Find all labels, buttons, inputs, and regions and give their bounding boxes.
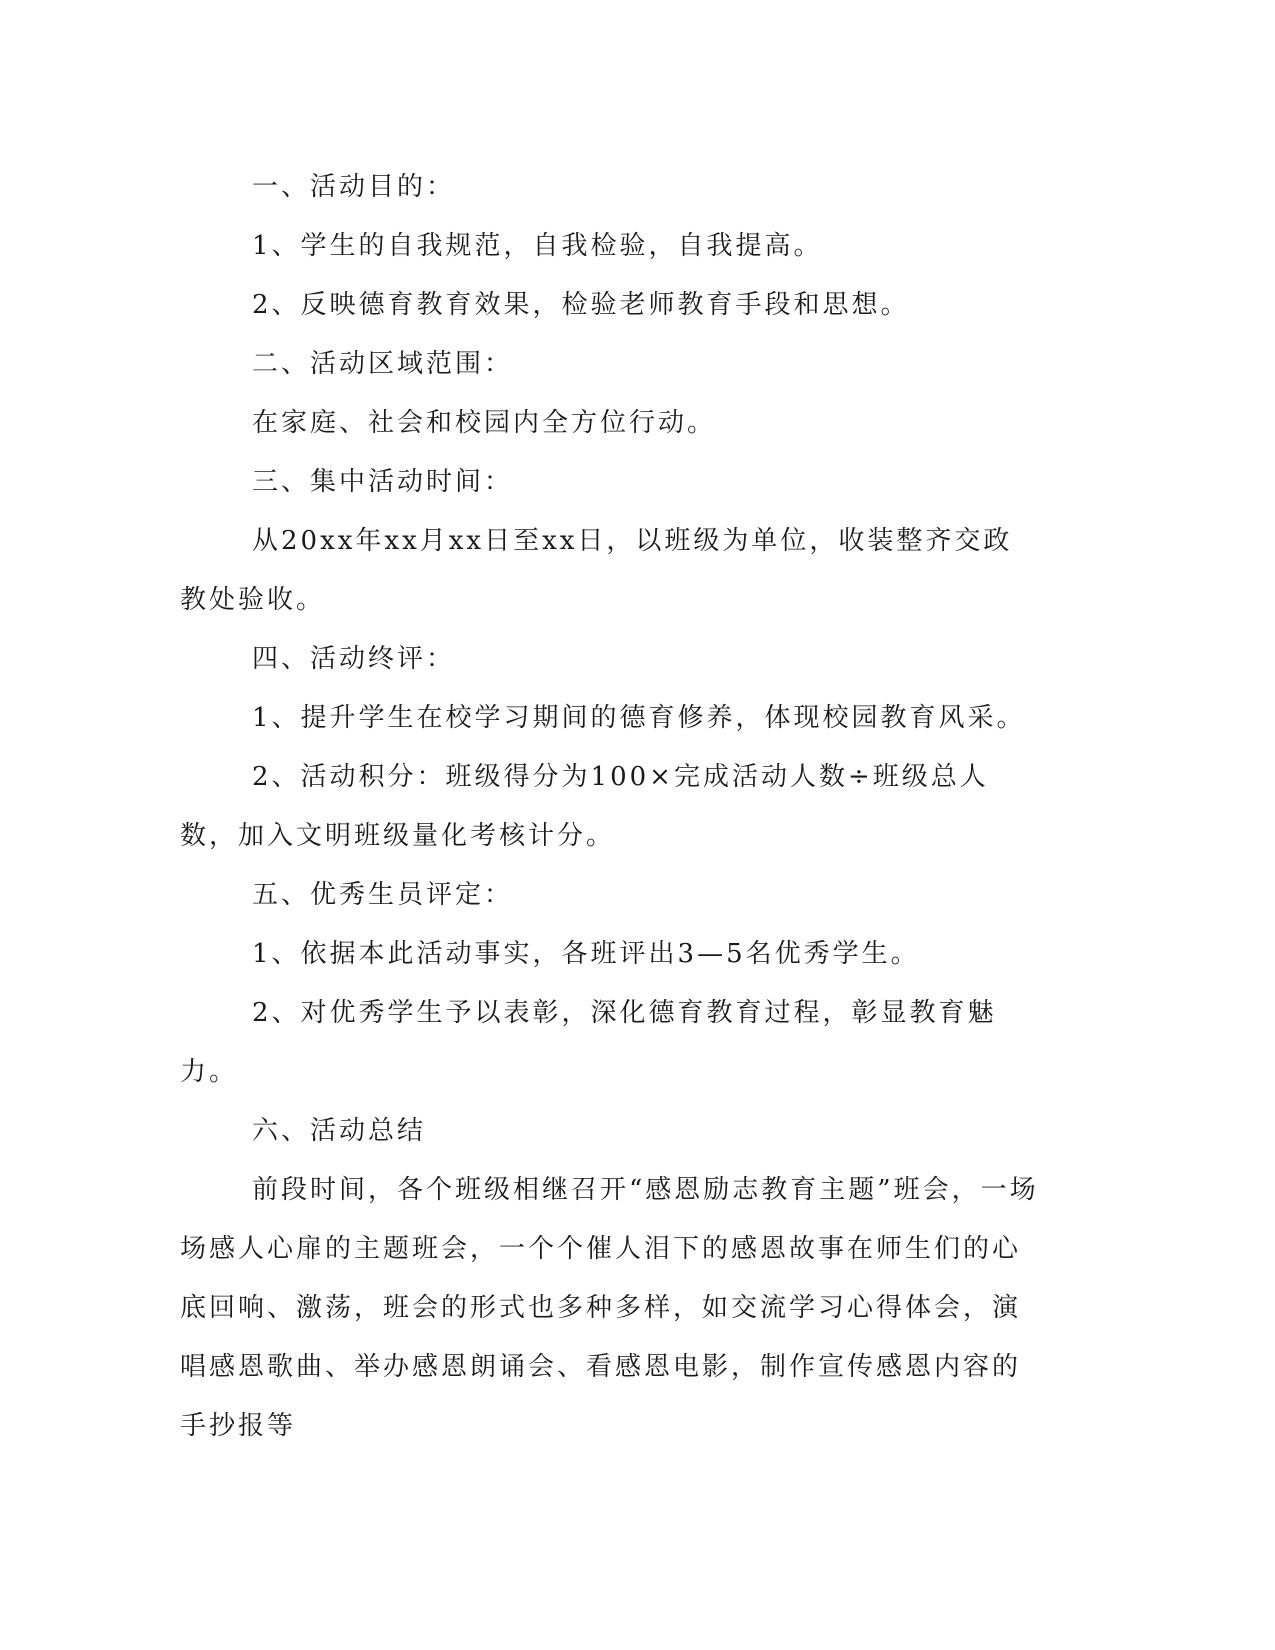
evaluation-item-2: 2、活动积分：班级得分为100×完成活动人数÷班级总人数，加入文明班级量化考核计分。 — [180, 762, 989, 851]
section-heading-purpose: 一、活动目的： — [252, 172, 456, 202]
section-heading-evaluation: 四、活动终评： — [252, 644, 456, 674]
purpose-item-1: 1、学生的自我规范，自我检验，自我提高。 — [252, 231, 823, 261]
scope-text: 在家庭、社会和校园内全方位行动。 — [252, 408, 717, 438]
section-heading-time: 三、集中活动时间： — [252, 467, 514, 497]
evaluation-item-1: 1、提升学生在校学习期间的德育修养，体现校园教育风采。 — [252, 703, 1026, 733]
document-body — [180, 158, 1040, 1456]
time-text: 从20xx年xx月xx日至xx日，以班级为单位，收装整齐交政教处验收。 — [180, 526, 1013, 615]
excellent-item-1: 1、依据本此活动事实，各班评出3—5名优秀学生。 — [252, 939, 920, 969]
purpose-item-2: 2、反映德育教育效果，检验老师教育手段和思想。 — [252, 290, 910, 320]
summary-text: 前段时间，各个班级相继召开“感恩励志教育主题”班会，一场场感人心扉的主题班会，一个个催人泪下的感恩故事在师生们的心底回响、激荡，班会的形式也多种多样，如交流学习心得体会，演唱感恩歌曲、举办感恩朗诵会、看感恩电影，制作宣传感恩内容的手抄报等 — [180, 1175, 1039, 1441]
section-heading-excellent: 五、优秀生员评定： — [252, 880, 514, 910]
section-heading-scope: 二、活动区域范围： — [252, 349, 514, 379]
excellent-item-2: 2、对优秀学生予以表彰，深化德育教育过程，彰显教育魅力。 — [180, 998, 997, 1087]
section-heading-summary: 六、活动总结 — [252, 1116, 427, 1146]
